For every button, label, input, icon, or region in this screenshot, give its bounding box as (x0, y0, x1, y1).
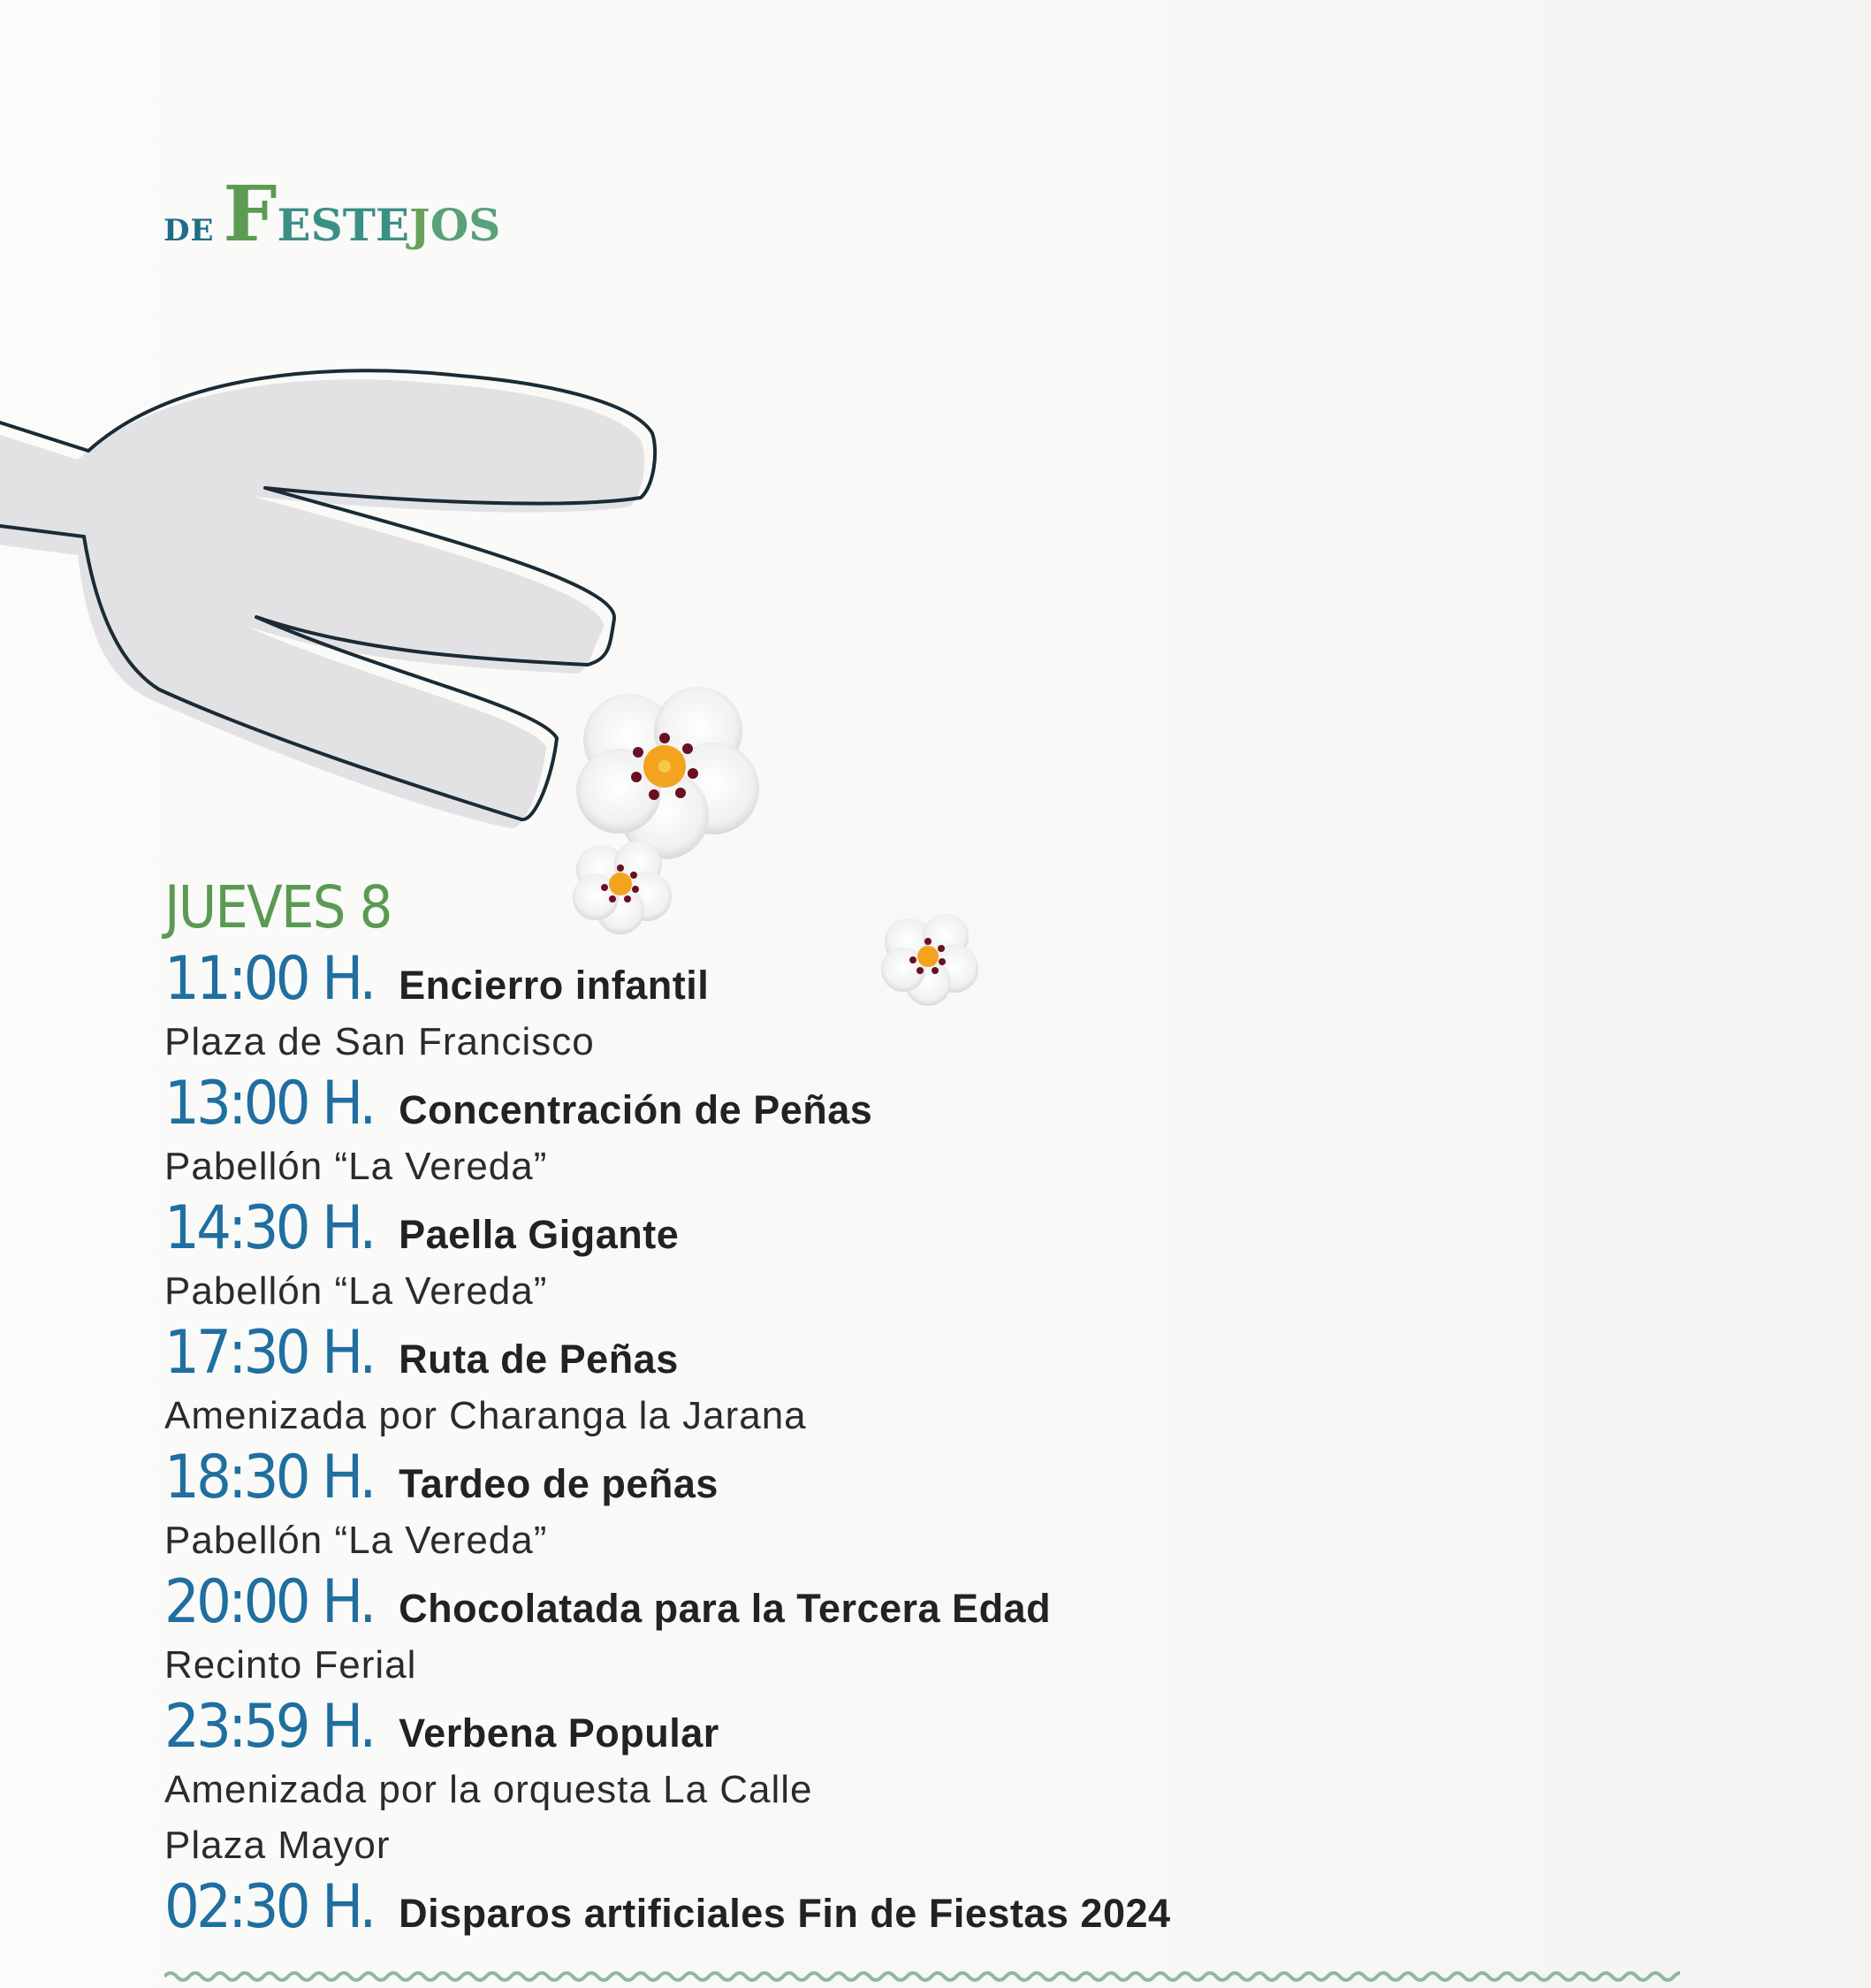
event-item (164, 1568, 1711, 1693)
event-title: Paella Gigante (399, 1212, 680, 1257)
event-time: 17:30 H. (164, 1318, 374, 1388)
white-flower-icon (576, 687, 759, 859)
event-line (164, 1693, 1711, 1762)
event-location: Pabellón “La Vereda” (164, 1145, 548, 1188)
event-location: Pabellón “La Vereda” (164, 1519, 548, 1562)
event-line (164, 1070, 1711, 1139)
event-title: Chocolatada para la Tercera Edad (399, 1586, 1052, 1631)
event-title: Verbena Popular (399, 1710, 719, 1756)
event-line (164, 1194, 1711, 1263)
event-line (164, 1568, 1711, 1637)
event-time: 18:30 H. (164, 1443, 374, 1512)
title-rest (277, 199, 500, 251)
title-initial: F (223, 170, 278, 259)
event-item (164, 1443, 1711, 1568)
event-time: 14:30 H. (164, 1193, 374, 1263)
day-heading: JUEVES 8 (164, 873, 392, 941)
event-item (164, 1693, 1711, 1873)
event-line (164, 1443, 1711, 1512)
event-time: 13:00 H. (164, 1069, 374, 1139)
wavy-divider (164, 1968, 1680, 1985)
event-details: Amenizada por la orquesta La Calle (164, 1768, 813, 1811)
event-location: Plaza Mayor (164, 1824, 391, 1867)
event-time: 23:59 H. (164, 1692, 374, 1762)
event-time: 02:30 H. (164, 1872, 374, 1942)
event-title: Ruta de Peñas (399, 1337, 679, 1382)
event-location: Plaza de San Francisco (164, 1020, 595, 1063)
title-rest-j: J (409, 199, 430, 251)
title-rest-b: OS (430, 199, 501, 251)
event-time: 11:00 H. (164, 944, 374, 1014)
event-line (164, 1873, 1711, 1942)
event-title: Disparos artificiales Fin de Fiestas 2024 (399, 1891, 1171, 1936)
event-item (164, 1070, 1711, 1194)
event-title: Encierro infantil (399, 963, 710, 1008)
event-details: Amenizada por Charanga la Jarana (164, 1394, 807, 1437)
event-location: Recinto Ferial (164, 1643, 417, 1687)
event-line (164, 1319, 1711, 1388)
event-title: Tardeo de peñas (399, 1461, 719, 1506)
event-item (164, 945, 1711, 1070)
page-title (164, 170, 501, 265)
event-title: Concentración de Peñas (399, 1087, 873, 1132)
event-item (164, 1319, 1711, 1443)
event-location: Pabellón “La Vereda” (164, 1269, 548, 1313)
program-list (164, 871, 1711, 1942)
event-time: 20:00 H. (164, 1567, 374, 1637)
cactus-branch-icon (0, 370, 655, 828)
event-item (164, 1194, 1711, 1319)
event-item (164, 1873, 1711, 1942)
event-line (164, 945, 1711, 1014)
title-rest-a: ESTE (277, 199, 410, 251)
title-prefix: DE (164, 213, 215, 248)
